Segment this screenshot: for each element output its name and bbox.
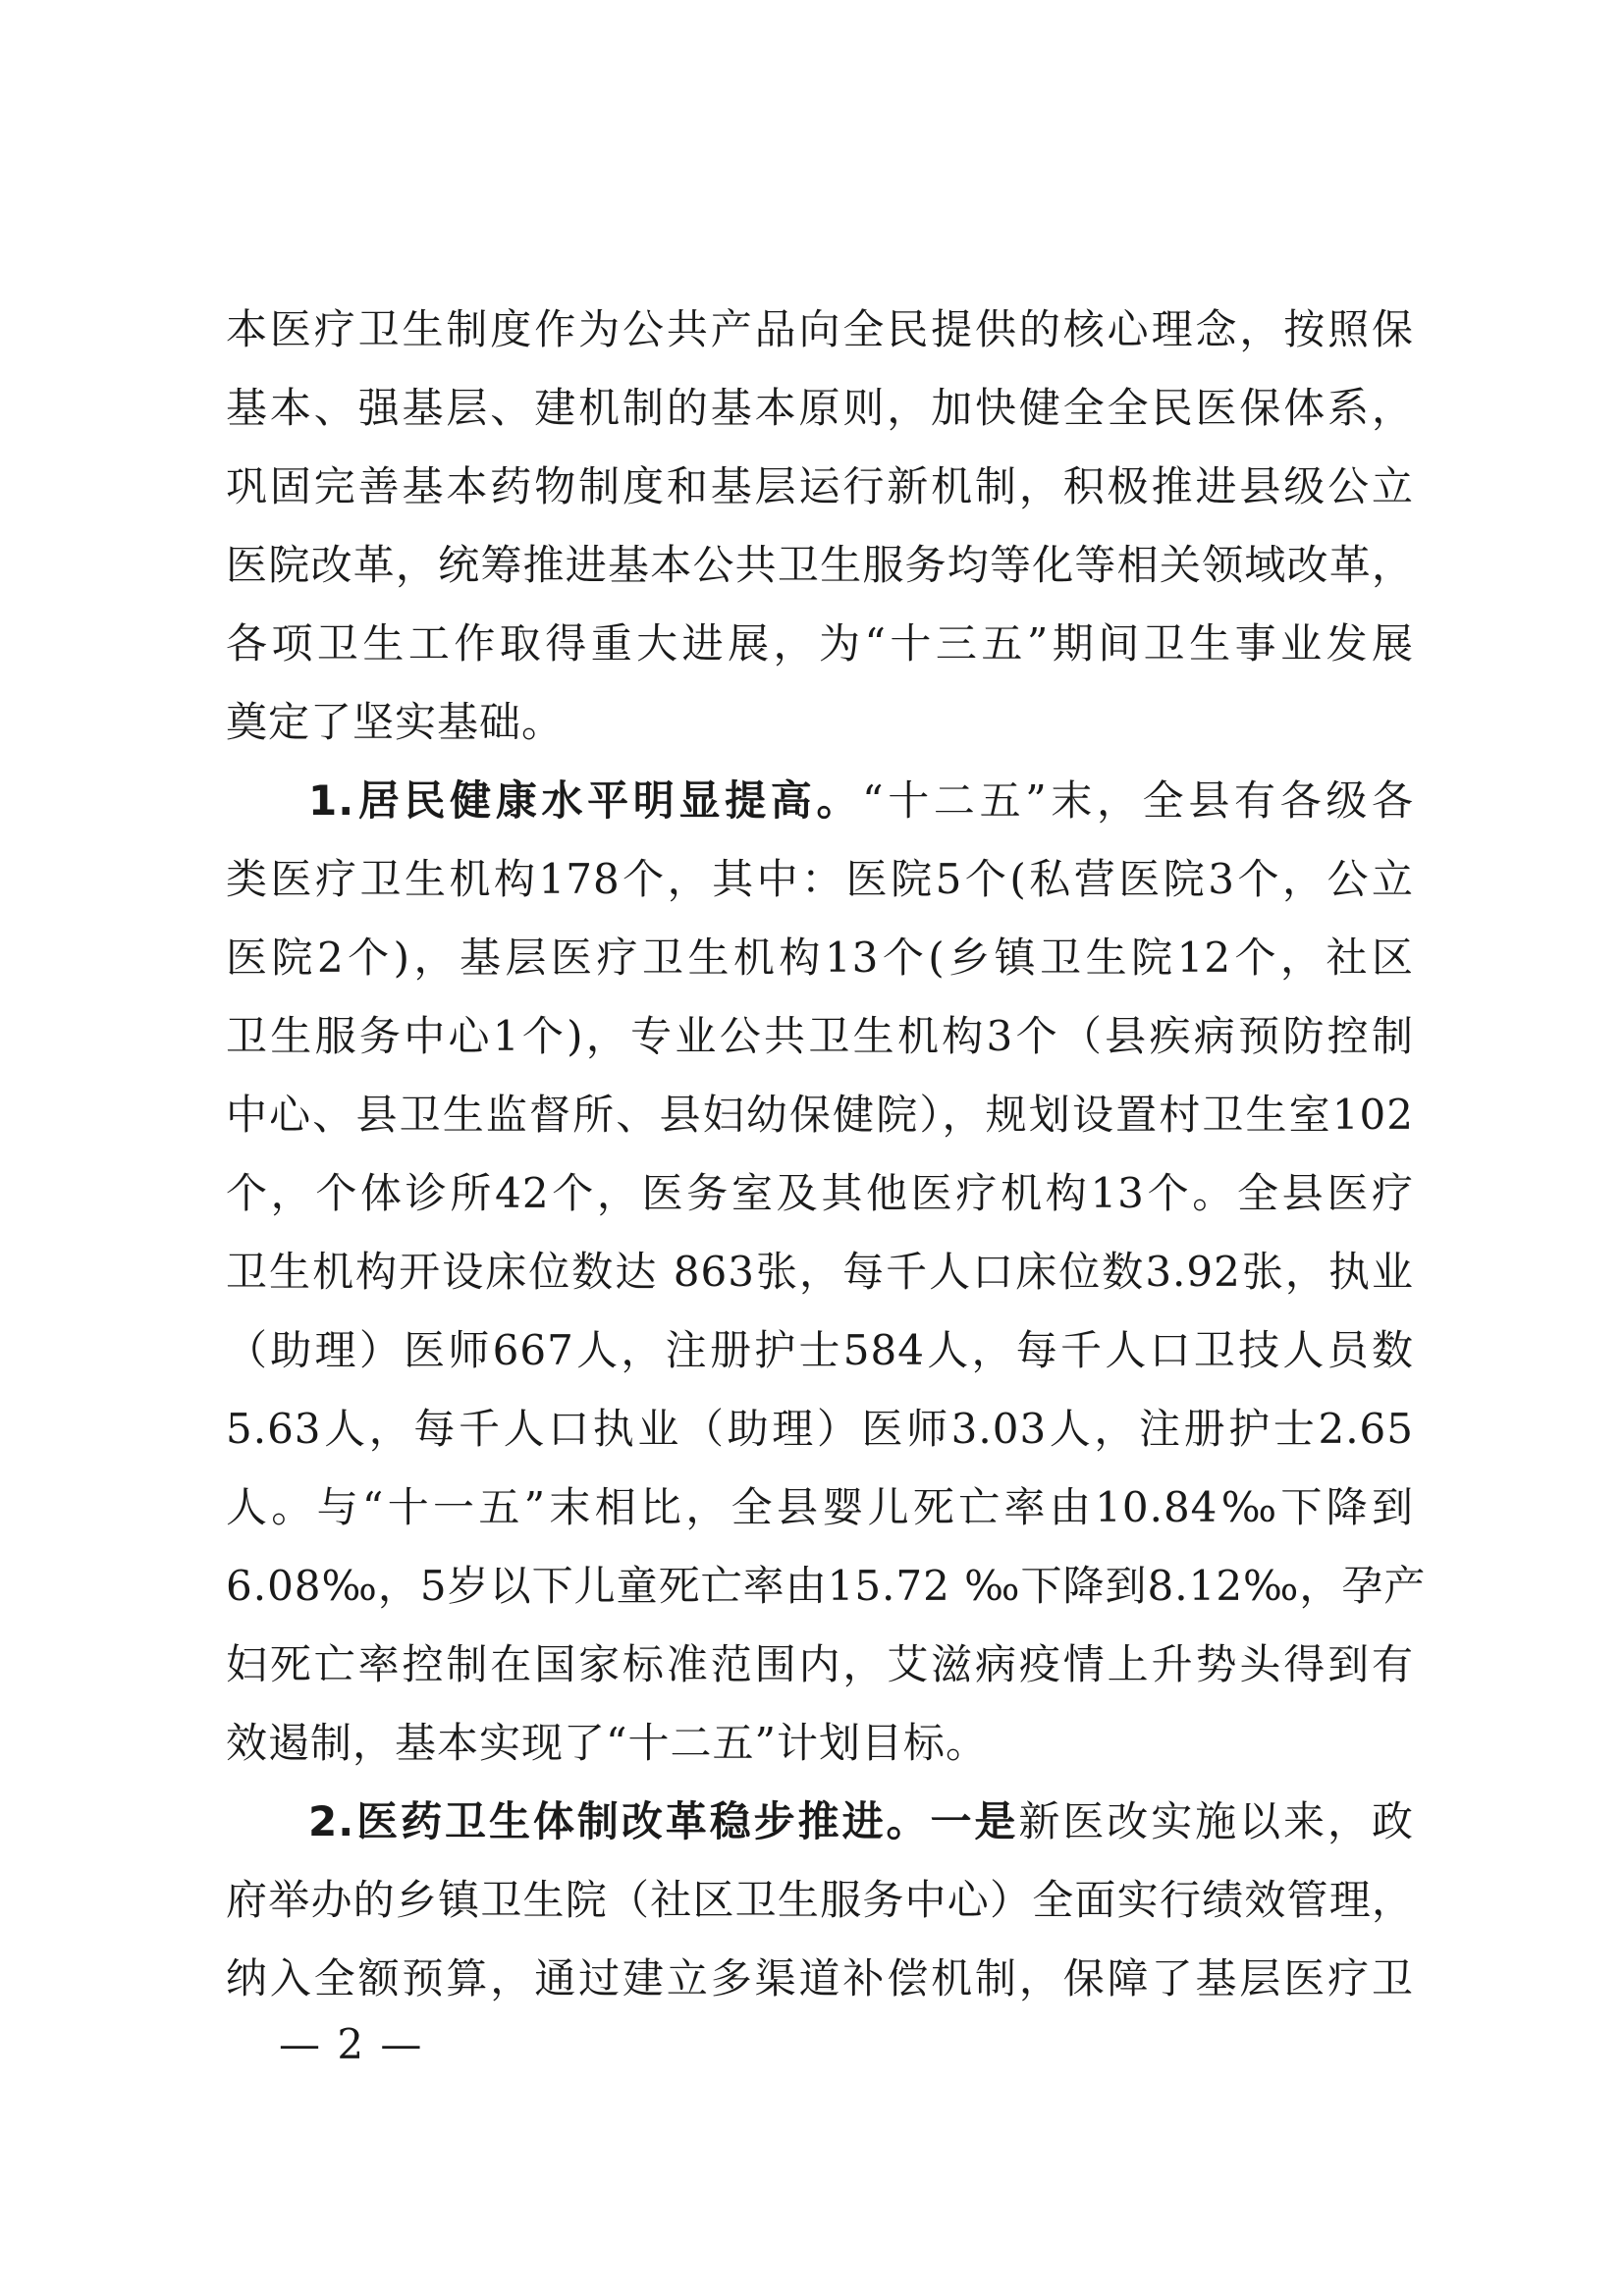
section-heading-1: 1.居民健康水平明显提高。 bbox=[308, 776, 863, 825]
body-text bbox=[226, 291, 1427, 2018]
text-line: 类医疗卫生机构178个，其中：医院5个(私营医院3个，公立 bbox=[226, 855, 1414, 903]
text-line-first bbox=[226, 762, 1414, 840]
text-line: 府举办的乡镇卫生院（社区卫生服务中心）全面实行绩效管理， bbox=[226, 1876, 1414, 1924]
text-line: 本医疗卫生制度作为公共产品向全民提供的核心理念，按照保 bbox=[226, 305, 1414, 353]
text-line: 6.08‰，5岁以下儿童死亡率由15.72 ‰下降到8.12‰，孕产 bbox=[226, 1562, 1427, 1610]
paragraph-1 bbox=[226, 291, 1414, 762]
text-line: 5.63人，每千人口执业（助理）医师3.03人，注册护士2.65 bbox=[226, 1405, 1414, 1453]
text-line: 卫生机构开设床位数达 863张，每千人口床位数3.92张，执业 bbox=[226, 1248, 1414, 1296]
text-line: 基本、强基层、建机制的基本原则，加快健全全民医保体系， bbox=[226, 384, 1414, 432]
text-line: 奠定了坚实基础。 bbox=[226, 698, 565, 746]
text-line: 个，个体诊所42个，医务室及其他医疗机构13个。全县医疗 bbox=[226, 1169, 1414, 1217]
enumeration-marker: 一是 bbox=[930, 1797, 1019, 1845]
text-run: 新医改实施以来，政 bbox=[1018, 1797, 1414, 1845]
paragraph-3 bbox=[226, 1783, 1414, 2018]
section-heading-2: 2.医药卫生体制改革稳步推进。 bbox=[308, 1797, 931, 1845]
text-line: 各项卫生工作取得重大进展，为“十三五”期间卫生事业发展 bbox=[226, 619, 1414, 667]
text-line: 纳入全额预算，通过建立多渠道补偿机制，保障了基层医疗卫 bbox=[226, 1954, 1414, 2002]
text-line: 效遏制，基本实现了“十二五”计划目标。 bbox=[226, 1719, 988, 1767]
text-line: 妇死亡率控制在国家标准范围内，艾滋病疫情上升势头得到有 bbox=[226, 1640, 1414, 1688]
paragraph-2 bbox=[226, 762, 1427, 1783]
text-line: 医院2个)，基层医疗卫生机构13个(乡镇卫生院12个，社区 bbox=[226, 934, 1414, 982]
text-run: “十二五”末，全县有各级各 bbox=[862, 776, 1414, 825]
text-line: 卫生服务中心1个)，专业公共卫生机构3个（县疾病预防控制 bbox=[226, 1012, 1414, 1060]
text-line: 中心、县卫生监督所、县妇幼保健院），规划设置村卫生室102 bbox=[226, 1091, 1414, 1139]
text-line: 人。与“十一五”末相比，全县婴儿死亡率由10.84‰下降到 bbox=[226, 1483, 1414, 1531]
text-line: 医院改革，统筹推进基本公共卫生服务均等化等相关领域改革， bbox=[226, 541, 1414, 589]
text-line: （助理）医师667人，注册护士584人，每千人口卫技人员数 bbox=[226, 1326, 1414, 1374]
page-number: — 2 — bbox=[279, 2020, 424, 2068]
text-line: 巩固完善基本药物制度和基层运行新机制，积极推进县级公立 bbox=[226, 462, 1414, 510]
text-line-first bbox=[226, 1783, 1414, 1861]
